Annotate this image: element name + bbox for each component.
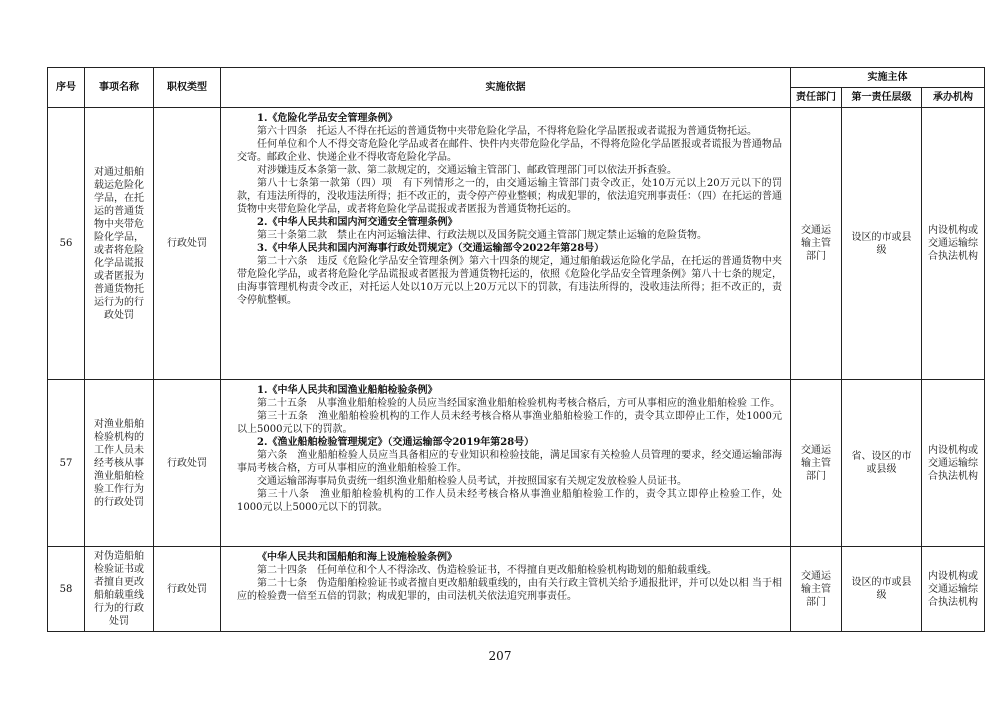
basis-paragraph: 交通运输部海事局负责统一组织渔业船舶检验人员考试，并按照国家有关规定发放检验人员证书。 bbox=[257, 476, 687, 487]
basis-paragraph: 第二十五条 从事渔业船舶检验的人员应当经国家渔业船舶检验机构考核合格后，方可从事相应的渔业船舶检验 工作。 bbox=[257, 398, 781, 409]
basis-paragraph: 第二十四条 任何单位和个人不得涂改、伪造检验证书，不得擅自更改船舶检验机构勘划的船舶载重线。 bbox=[257, 565, 717, 576]
row-power-type: 行政处罚 bbox=[154, 380, 221, 547]
row-level: 设区的市或县级 bbox=[842, 547, 922, 632]
row-dept: 交通运输主管部门 bbox=[791, 380, 842, 547]
row-agency: 内设机构或交通运输综合执法机构 bbox=[922, 108, 985, 380]
row-basis bbox=[221, 380, 791, 547]
basis-paragraph: 对涉嫌违反本条第一款、第二款规定的，交通运输主管部门、邮政管理部门可以依法开拆查验。 bbox=[257, 165, 677, 176]
basis-paragraph: 第八十七条第一款第（四）项 有下列情形之一的，由交通运输主管部门责令改正，处10万元以上20万元以下的罚款，有违法所得的，没收违法所得；拒不改正的，责令停产停业整顿；构成犯罪的，依法追究刑事责任：（四）在托运的普通货物中夹带危险化学品，或者将危险化学品谎报或者匿报为普通货物托运的。 bbox=[237, 178, 782, 215]
header-subject: 实施主体 bbox=[791, 68, 985, 88]
row-agency: 内设机构或交通运输综合执法机构 bbox=[922, 547, 985, 632]
basis-paragraph: 第三十八条 渔业船舶检验机构的工作人员未经考核合格从事渔业船舶检验工作的，责令其立即停止检验工作，处1000元以上5000元以下的罚款。 bbox=[237, 489, 782, 513]
row-no: 58 bbox=[48, 547, 85, 632]
row-level: 省、设区的市或县级 bbox=[842, 380, 922, 547]
header-basis: 实施依据 bbox=[221, 68, 791, 108]
basis-paragraph: 第二十六条 违反《危险化学品安全管理条例》第六十四条的规定，通过船舶载运危险化学品，在托运的普通货物中夹带危险化学品，或者将危险化学品谎报或者匿报为普通货物托运的，依照《危险化学品安全管理条例》第八十七条的规定，由海事管理机构责令改正，对托运人处以10万元以上20万元以下的罚款，有违法所得的，没收违法所得；拒不改正的，责令停航整顿。 bbox=[237, 256, 782, 306]
basis-heading: 1.《中华人民共和国渔业船舶检验条例》 bbox=[257, 385, 438, 396]
basis-paragraph: 第三十五条 渔业船舶检验机构的工作人员未经考核合格从事渔业船舶检验工作的，责令其立即停止工作，处1000元以上5000元以下的罚款。 bbox=[237, 411, 782, 435]
row-no: 57 bbox=[48, 380, 85, 547]
basis-heading: 2.《渔业船舶检验管理规定》（交通运输部令2019年第28号） bbox=[257, 437, 535, 448]
row-power-type: 行政处罚 bbox=[154, 547, 221, 632]
header-power-type: 职权类型 bbox=[154, 68, 221, 108]
enforcement-table bbox=[47, 67, 985, 632]
header-level: 第一责任层级 bbox=[842, 88, 922, 108]
row-no: 56 bbox=[48, 108, 85, 380]
row-item-name: 对伪造船舶检验证书或者擅自更改船舶载重线行为的行政处罚 bbox=[85, 547, 154, 632]
basis-paragraph: 第六条 渔业船舶检验人员应当具备相应的专业知识和检验技能，满足国家有关检验人员管理的要求，经交通运输部海事局考核合格，方可从事相应的渔业船舶检验工作。 bbox=[237, 450, 782, 474]
basis-paragraph: 任何单位和个人不得交寄危险化学品或者在邮件、快件内夹带危险化学品，不得将危险化学品匿报或者谎报为普通物品交寄。邮政企业、快递企业不得收寄危险化学品。 bbox=[237, 139, 782, 163]
header-agency: 承办机构 bbox=[922, 88, 985, 108]
header-item-name: 事项名称 bbox=[85, 68, 154, 108]
basis-heading: 《中华人民共和国船舶和海上设施检验条例》 bbox=[257, 552, 457, 563]
row-power-type: 行政处罚 bbox=[154, 108, 221, 380]
basis-heading: 1.《危险化学品安全管理条例》 bbox=[257, 113, 398, 124]
table-row bbox=[48, 108, 985, 380]
row-basis bbox=[221, 108, 791, 380]
basis-paragraph: 第二十七条 伪造船舶检验证书或者擅自更改船舶载重线的，由有关行政主管机关给予通报批评，并可以处以相 当于相应的检验费一倍至五倍的罚款；构成犯罪的，由司法机关依法追究刑事责任。 bbox=[237, 578, 782, 602]
header-dept: 责任部门 bbox=[791, 88, 842, 108]
basis-paragraph: 第六十四条 托运人不得在托运的普通货物中夹带危险化学品，不得将危险化学品匿报或者谎报为普通货物托运。 bbox=[257, 126, 757, 137]
row-dept: 交通运输主管部门 bbox=[791, 108, 842, 380]
row-dept: 交通运输主管部门 bbox=[791, 547, 842, 632]
row-agency: 内设机构或交通运输综合执法机构 bbox=[922, 380, 985, 547]
row-basis bbox=[221, 547, 791, 632]
table-row bbox=[48, 380, 985, 547]
row-item-name: 对通过船舶载运危险化学品，在托运的普通货物中夹带危险化学品，或者将危险化学品谎报或者匿报为普通货物托运行为的行政处罚 bbox=[85, 108, 154, 380]
basis-heading: 2.《中华人民共和国内河交通安全管理条例》 bbox=[257, 217, 458, 228]
basis-paragraph: 第三十条第二款 禁止在内河运输法律、行政法规以及国务院交通主管部门规定禁止运输的危险货物。 bbox=[257, 230, 707, 241]
basis-heading: 3.《中华人民共和国内河海事行政处罚规定》（交通运输部令2022年第28号） bbox=[257, 243, 605, 254]
header-no: 序号 bbox=[48, 68, 85, 108]
row-level: 设区的市或县级 bbox=[842, 108, 922, 380]
table-row bbox=[48, 547, 985, 632]
page-number: 207 bbox=[488, 649, 512, 663]
row-item-name: 对渔业船舶检验机构的工作人员未经考核从事渔业船舶检验工作行为的行政处罚 bbox=[85, 380, 154, 547]
